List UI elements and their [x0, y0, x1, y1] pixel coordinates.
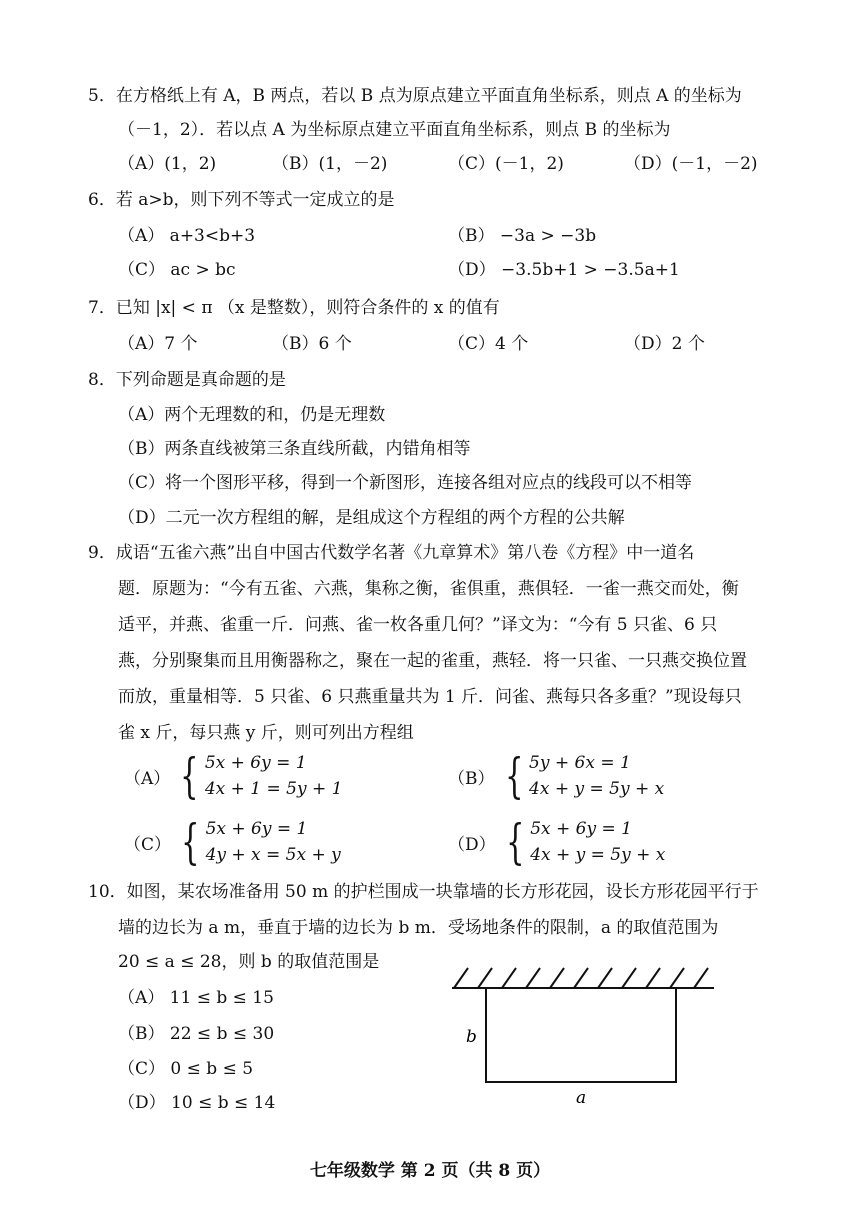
q6-option-a: （A） a+3<b+3 — [118, 226, 256, 246]
q8-option-c: （C）将一个图形平移，得到一个新图形，连接各组对应点的线段可以不相等 — [118, 473, 693, 493]
equation-1: 5x + 6y = 1 — [205, 819, 308, 839]
option-label: （C） — [124, 834, 172, 855]
q5-line1: 5．在方格纸上有 A，B 两点，若以 B 点为原点建立平面直角坐标系，则点 A 的坐标为 — [88, 86, 742, 106]
q10-line3: 20 ≤ a ≤ 28，则 b 的取值范围是 — [118, 952, 380, 972]
brace: { — [180, 748, 199, 804]
q9-line6: 雀 x 斤，每只燕 y 斤，则可列出方程组 — [118, 723, 414, 743]
q7-option-b: （B）6 个 — [272, 334, 352, 354]
label-a: a — [576, 1088, 587, 1108]
equation-1: 5x + 6y = 1 — [204, 753, 307, 773]
q10-line2: 墙的边长为 a m，垂直于墙的边长为 b m．受场地条件的限制，a 的取值范围为 — [118, 918, 719, 938]
q6-stem: 6．若 a>b，则下列不等式一定成立的是 — [88, 190, 395, 210]
garden-figure — [440, 960, 730, 1110]
brace: { — [181, 814, 200, 870]
brace: { — [504, 748, 523, 804]
q10-option-b: （B） 22 ≤ b ≤ 30 — [118, 1024, 275, 1044]
q10-option-c: （C） 0 ≤ b ≤ 5 — [118, 1059, 254, 1079]
q9-option-d — [448, 816, 665, 868]
garden-fence — [486, 988, 676, 1082]
option-label: （B） — [448, 768, 495, 789]
option-label: （D） — [448, 834, 496, 855]
q10-line1: 10．如图，某农场准备用 50 m 的护栏围成一块靠墙的长方形花园，设长方形花园平行于 — [88, 882, 759, 902]
option-label: （A） — [124, 768, 171, 789]
q5-option-b: （B）(1，－2) — [272, 154, 388, 174]
q8-stem: 8．下列命题是真命题的是 — [88, 370, 286, 390]
q6-option-c: （C） ac > bc — [118, 260, 236, 280]
q9-line3: 适平，并燕、雀重一斤．问燕、雀一枚各重几何？”译文为：“今有 5 只雀、6 只 — [118, 615, 718, 635]
q10-option-a: （A） 11 ≤ b ≤ 15 — [118, 988, 274, 1008]
q5-option-a: （A）(1，2) — [118, 154, 217, 174]
equation-2: 4x + 1 = 5y + 1 — [204, 779, 343, 799]
equation-1: 5x + 6y = 1 — [530, 819, 632, 839]
q5-option-c: （C）(－1，2) — [448, 154, 564, 174]
equation-2: 4y + x = 5x + y — [205, 845, 341, 865]
q7-option-c: （C）4 个 — [448, 334, 529, 354]
q9-option-c — [124, 816, 341, 868]
q9-option-a — [124, 750, 342, 802]
q8-option-d: （D）二元一次方程组的解，是组成这个方程组的两个方程的公共解 — [118, 508, 625, 528]
q9-line1: 9．成语“五雀六燕”出自中国古代数学名著《九章算术》第八卷《方程》中一道名 — [88, 543, 695, 563]
equation-2: 4x + y = 5y + x — [529, 779, 665, 799]
label-b: b — [466, 1027, 477, 1047]
q7-option-a: （A）7 个 — [118, 334, 198, 354]
q7-stem: 7．已知 |x| < π （x 是整数），则符合条件的 x 的值有 — [88, 298, 500, 318]
equation-2: 4x + y = 5y + x — [530, 845, 666, 865]
q8-option-b: （B）两条直线被第三条直线所截，内错角相等 — [118, 439, 471, 459]
q6-option-d: （D） −3.5b+1 > −3.5a+1 — [448, 260, 680, 280]
q9-line2: 题．原题为：“今有五雀、六燕，集称之衡，雀俱重，燕俱轻．一雀一燕交而处，衡 — [118, 579, 739, 599]
q9-option-b — [448, 750, 664, 802]
q5-line2: （－1，2）．若以点 A 为坐标原点建立平面直角坐标系，则点 B 的坐标为 — [118, 120, 671, 140]
wall-hatching — [454, 968, 708, 988]
q9-line4: 燕，分别聚集而且用衡器称之，聚在一起的雀重，燕轻．将一只雀、一只燕交换位置 — [118, 651, 747, 671]
q9-line5: 而放，重量相等．5 只雀、6 只燕重量共为 1 斤．问雀、燕每只各多重？”现设每只 — [118, 687, 742, 707]
q8-option-a: （A）两个无理数的和，仍是无理数 — [118, 405, 386, 425]
q10-option-d: （D） 10 ≤ b ≤ 14 — [118, 1093, 276, 1113]
q7-option-d: （D）2 个 — [624, 334, 705, 354]
q6-option-b: （B） −3a > −3b — [448, 226, 597, 246]
brace: { — [505, 814, 525, 870]
q5-option-d: （D）(－1，－2) — [624, 154, 758, 174]
equation-1: 5y + 6x = 1 — [529, 753, 631, 773]
page-footer: 七年级数学 第 2 页（共 8 页） — [309, 1161, 551, 1181]
